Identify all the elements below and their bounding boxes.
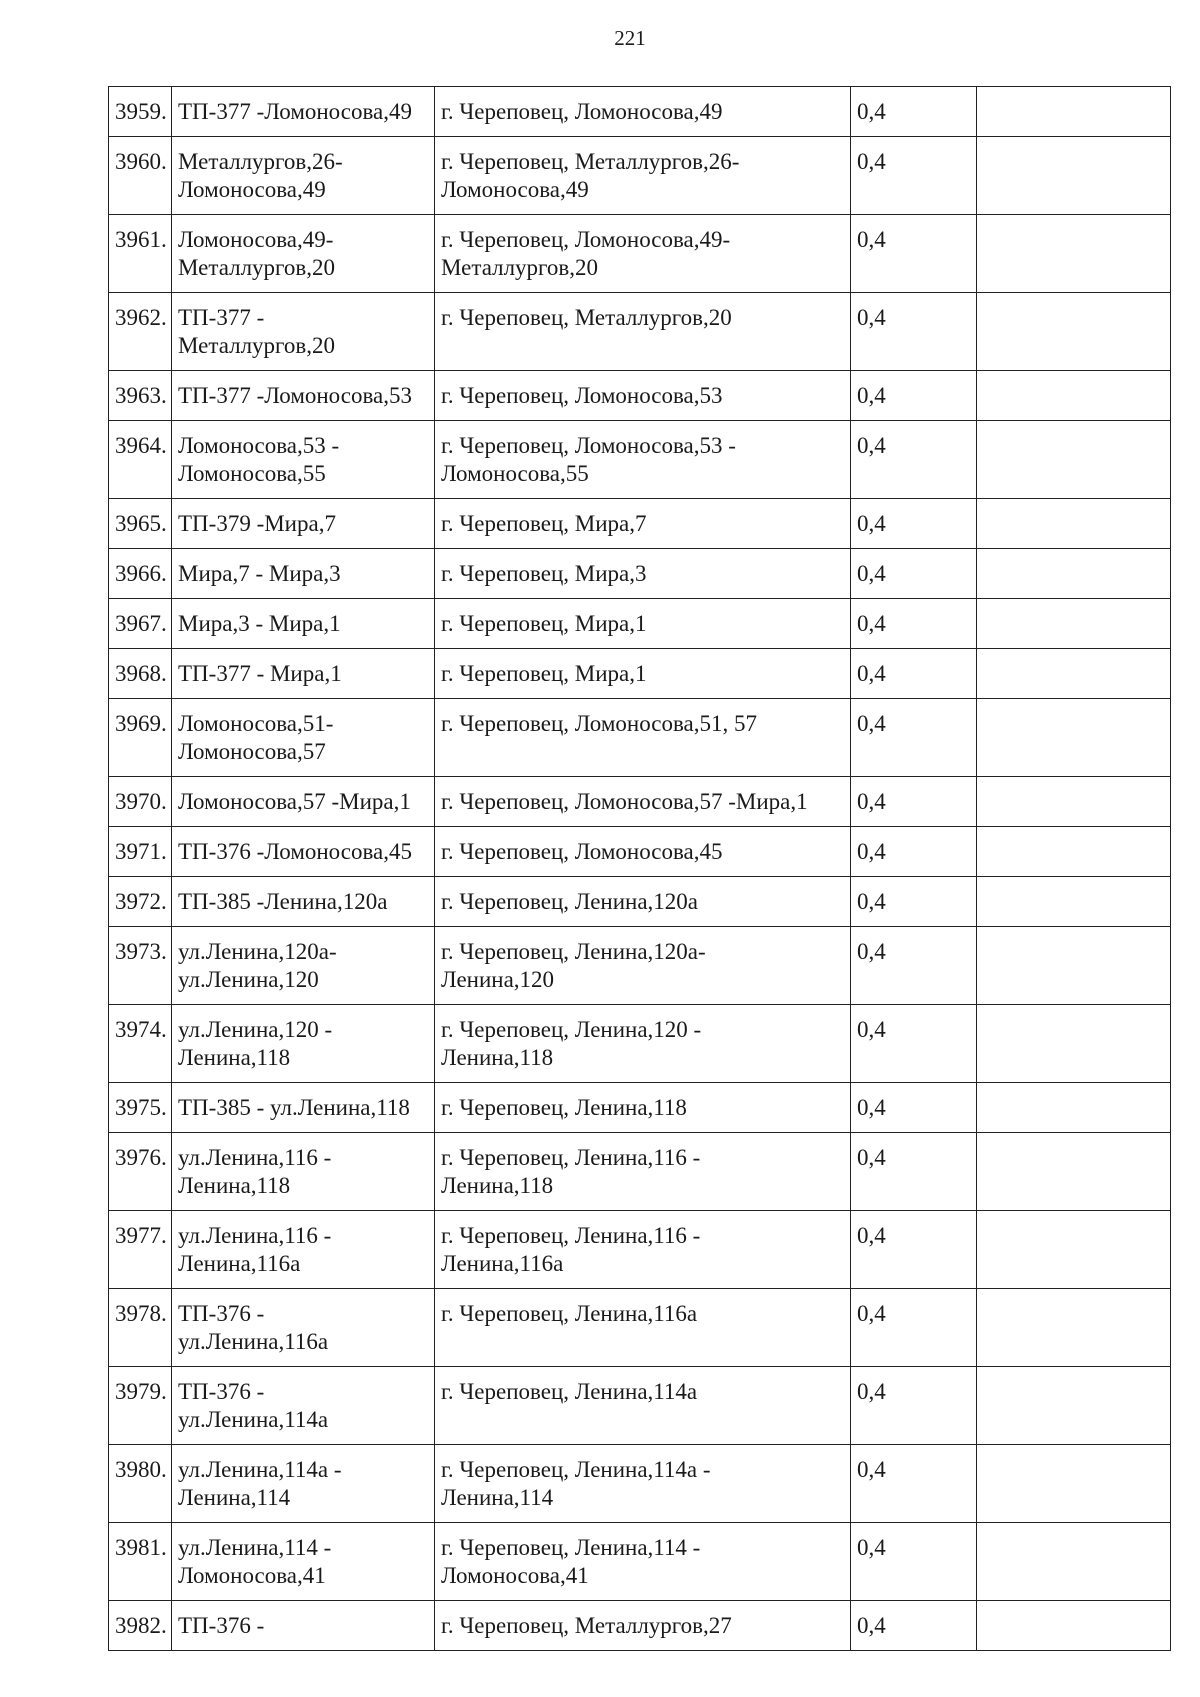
voltage-cell: 0,4: [851, 1211, 977, 1289]
row-number-cell: 3971.: [109, 827, 172, 877]
voltage-cell: 0,4: [851, 549, 977, 599]
row-number-cell: 3967.: [109, 599, 172, 649]
address-cell: г. Череповец, Ломоносова,53: [435, 371, 851, 421]
line-name-cell: ТП-376 - ул.Ленина,114а: [172, 1367, 435, 1445]
line-name-cell: Ломоносова,49- Металлургов,20: [172, 215, 435, 293]
row-number-cell: 3960.: [109, 137, 172, 215]
line-name-cell: ул.Ленина,114а - Ленина,114: [172, 1445, 435, 1523]
table-row: [109, 1601, 1171, 1651]
address-cell: г. Череповец, Мира,3: [435, 549, 851, 599]
empty-cell: [977, 1083, 1171, 1133]
registry-table-body: [109, 87, 1171, 1651]
line-name-cell: Мира,7 - Мира,3: [172, 549, 435, 599]
address-cell: г. Череповец, Мира,1: [435, 599, 851, 649]
voltage-cell: 0,4: [851, 137, 977, 215]
voltage-cell: 0,4: [851, 649, 977, 699]
voltage-cell: 0,4: [851, 1005, 977, 1083]
address-cell: г. Череповец, Ломоносова,51, 57: [435, 699, 851, 777]
row-number-cell: 3976.: [109, 1133, 172, 1211]
voltage-cell: 0,4: [851, 215, 977, 293]
row-number-cell: 3966.: [109, 549, 172, 599]
line-name-cell: ТП-376 - ул.Ленина,116а: [172, 1289, 435, 1367]
row-number-cell: 3963.: [109, 371, 172, 421]
voltage-cell: 0,4: [851, 1523, 977, 1601]
line-name-cell: ул.Ленина,116 - Ленина,118: [172, 1133, 435, 1211]
voltage-cell: 0,4: [851, 499, 977, 549]
table-row: [109, 1133, 1171, 1211]
address-cell: г. Череповец, Ленина,120а: [435, 877, 851, 927]
table-row: [109, 87, 1171, 137]
line-name-cell: ТП-377 - Металлургов,20: [172, 293, 435, 371]
voltage-cell: 0,4: [851, 371, 977, 421]
registry-table: [108, 86, 1171, 1651]
table-row: [109, 1367, 1171, 1445]
row-number-cell: 3961.: [109, 215, 172, 293]
table-row: [109, 649, 1171, 699]
line-name-cell: ТП-377 -Ломоносова,53: [172, 371, 435, 421]
row-number-cell: 3964.: [109, 421, 172, 499]
voltage-cell: 0,4: [851, 877, 977, 927]
line-name-cell: ТП-377 - Мира,1: [172, 649, 435, 699]
voltage-cell: 0,4: [851, 1289, 977, 1367]
table-row: [109, 1289, 1171, 1367]
line-name-cell: Ломоносова,51- Ломоносова,57: [172, 699, 435, 777]
table-row: [109, 877, 1171, 927]
address-cell: г. Череповец, Ленина,116 - Ленина,116а: [435, 1211, 851, 1289]
table-row: [109, 1523, 1171, 1601]
address-cell: г. Череповец, Металлургов,20: [435, 293, 851, 371]
address-cell: г. Череповец, Ленина,116 - Ленина,118: [435, 1133, 851, 1211]
row-number-cell: 3969.: [109, 699, 172, 777]
line-name-cell: Ломоносова,53 - Ломоносова,55: [172, 421, 435, 499]
line-name-cell: ТП-385 -Ленина,120а: [172, 877, 435, 927]
row-number-cell: 3981.: [109, 1523, 172, 1601]
empty-cell: [977, 1601, 1171, 1651]
row-number-cell: 3974.: [109, 1005, 172, 1083]
line-name-cell: ул.Ленина,114 - Ломоносова,41: [172, 1523, 435, 1601]
address-cell: г. Череповец, Мира,1: [435, 649, 851, 699]
line-name-cell: ТП-376 -Ломоносова,45: [172, 827, 435, 877]
address-cell: г. Череповец, Ленина,114а: [435, 1367, 851, 1445]
empty-cell: [977, 649, 1171, 699]
voltage-cell: 0,4: [851, 1367, 977, 1445]
voltage-cell: 0,4: [851, 599, 977, 649]
empty-cell: [977, 371, 1171, 421]
empty-cell: [977, 1005, 1171, 1083]
row-number-cell: 3968.: [109, 649, 172, 699]
table-row: [109, 699, 1171, 777]
voltage-cell: 0,4: [851, 421, 977, 499]
row-number-cell: 3972.: [109, 877, 172, 927]
empty-cell: [977, 1523, 1171, 1601]
empty-cell: [977, 1289, 1171, 1367]
voltage-cell: 0,4: [851, 777, 977, 827]
voltage-cell: 0,4: [851, 293, 977, 371]
line-name-cell: Металлургов,26- Ломоносова,49: [172, 137, 435, 215]
table-row: [109, 927, 1171, 1005]
row-number-cell: 3973.: [109, 927, 172, 1005]
address-cell: г. Череповец, Ленина,114 - Ломоносова,41: [435, 1523, 851, 1601]
table-row: [109, 1083, 1171, 1133]
empty-cell: [977, 827, 1171, 877]
address-cell: г. Череповец, Ленина,114а - Ленина,114: [435, 1445, 851, 1523]
empty-cell: [977, 927, 1171, 1005]
address-cell: г. Череповец, Ленина,120 - Ленина,118: [435, 1005, 851, 1083]
table-row: [109, 777, 1171, 827]
address-cell: г. Череповец, Мира,7: [435, 499, 851, 549]
line-name-cell: Мира,3 - Мира,1: [172, 599, 435, 649]
voltage-cell: 0,4: [851, 1083, 977, 1133]
line-name-cell: ул.Ленина,120а- ул.Ленина,120: [172, 927, 435, 1005]
empty-cell: [977, 215, 1171, 293]
voltage-cell: 0,4: [851, 1445, 977, 1523]
voltage-cell: 0,4: [851, 699, 977, 777]
address-cell: г. Череповец, Ломоносова,49: [435, 87, 851, 137]
empty-cell: [977, 1367, 1171, 1445]
voltage-cell: 0,4: [851, 1133, 977, 1211]
table-row: [109, 421, 1171, 499]
empty-cell: [977, 599, 1171, 649]
line-name-cell: ТП-377 -Ломоносова,49: [172, 87, 435, 137]
address-cell: г. Череповец, Металлургов,27: [435, 1601, 851, 1651]
line-name-cell: Ломоносова,57 -Мира,1: [172, 777, 435, 827]
table-row: [109, 499, 1171, 549]
voltage-cell: 0,4: [851, 1601, 977, 1651]
row-number-cell: 3965.: [109, 499, 172, 549]
empty-cell: [977, 777, 1171, 827]
empty-cell: [977, 293, 1171, 371]
line-name-cell: ул.Ленина,120 - Ленина,118: [172, 1005, 435, 1083]
empty-cell: [977, 421, 1171, 499]
table-row: [109, 1445, 1171, 1523]
table-row: [109, 371, 1171, 421]
voltage-cell: 0,4: [851, 827, 977, 877]
address-cell: г. Череповец, Ломоносова,57 -Мира,1: [435, 777, 851, 827]
line-name-cell: ТП-385 - ул.Ленина,118: [172, 1083, 435, 1133]
line-name-cell: ТП-379 -Мира,7: [172, 499, 435, 549]
row-number-cell: 3980.: [109, 1445, 172, 1523]
empty-cell: [977, 499, 1171, 549]
row-number-cell: 3975.: [109, 1083, 172, 1133]
row-number-cell: 3962.: [109, 293, 172, 371]
table-row: [109, 215, 1171, 293]
row-number-cell: 3959.: [109, 87, 172, 137]
empty-cell: [977, 699, 1171, 777]
table-row: [109, 599, 1171, 649]
row-number-cell: 3977.: [109, 1211, 172, 1289]
address-cell: г. Череповец, Ленина,118: [435, 1083, 851, 1133]
empty-cell: [977, 137, 1171, 215]
empty-cell: [977, 1133, 1171, 1211]
line-name-cell: ул.Ленина,116 - Ленина,116а: [172, 1211, 435, 1289]
voltage-cell: 0,4: [851, 87, 977, 137]
empty-cell: [977, 877, 1171, 927]
empty-cell: [977, 549, 1171, 599]
empty-cell: [977, 87, 1171, 137]
address-cell: г. Череповец, Ломоносова,53 - Ломоносова,55: [435, 421, 851, 499]
address-cell: г. Череповец, Металлургов,26- Ломоносова,49: [435, 137, 851, 215]
address-cell: г. Череповец, Ломоносова,45: [435, 827, 851, 877]
voltage-cell: 0,4: [851, 927, 977, 1005]
row-number-cell: 3978.: [109, 1289, 172, 1367]
table-row: [109, 137, 1171, 215]
address-cell: г. Череповец, Ленина,116а: [435, 1289, 851, 1367]
line-name-cell: ТП-376 -: [172, 1601, 435, 1651]
empty-cell: [977, 1211, 1171, 1289]
row-number-cell: 3970.: [109, 777, 172, 827]
address-cell: г. Череповец, Ломоносова,49- Металлургов,20: [435, 215, 851, 293]
row-number-cell: 3979.: [109, 1367, 172, 1445]
table-row: [109, 827, 1171, 877]
page-number: 221: [614, 26, 646, 50]
address-cell: г. Череповец, Ленина,120а- Ленина,120: [435, 927, 851, 1005]
table-row: [109, 1211, 1171, 1289]
row-number-cell: 3982.: [109, 1601, 172, 1651]
table-row: [109, 1005, 1171, 1083]
table-row: [109, 293, 1171, 371]
empty-cell: [977, 1445, 1171, 1523]
table-row: [109, 549, 1171, 599]
